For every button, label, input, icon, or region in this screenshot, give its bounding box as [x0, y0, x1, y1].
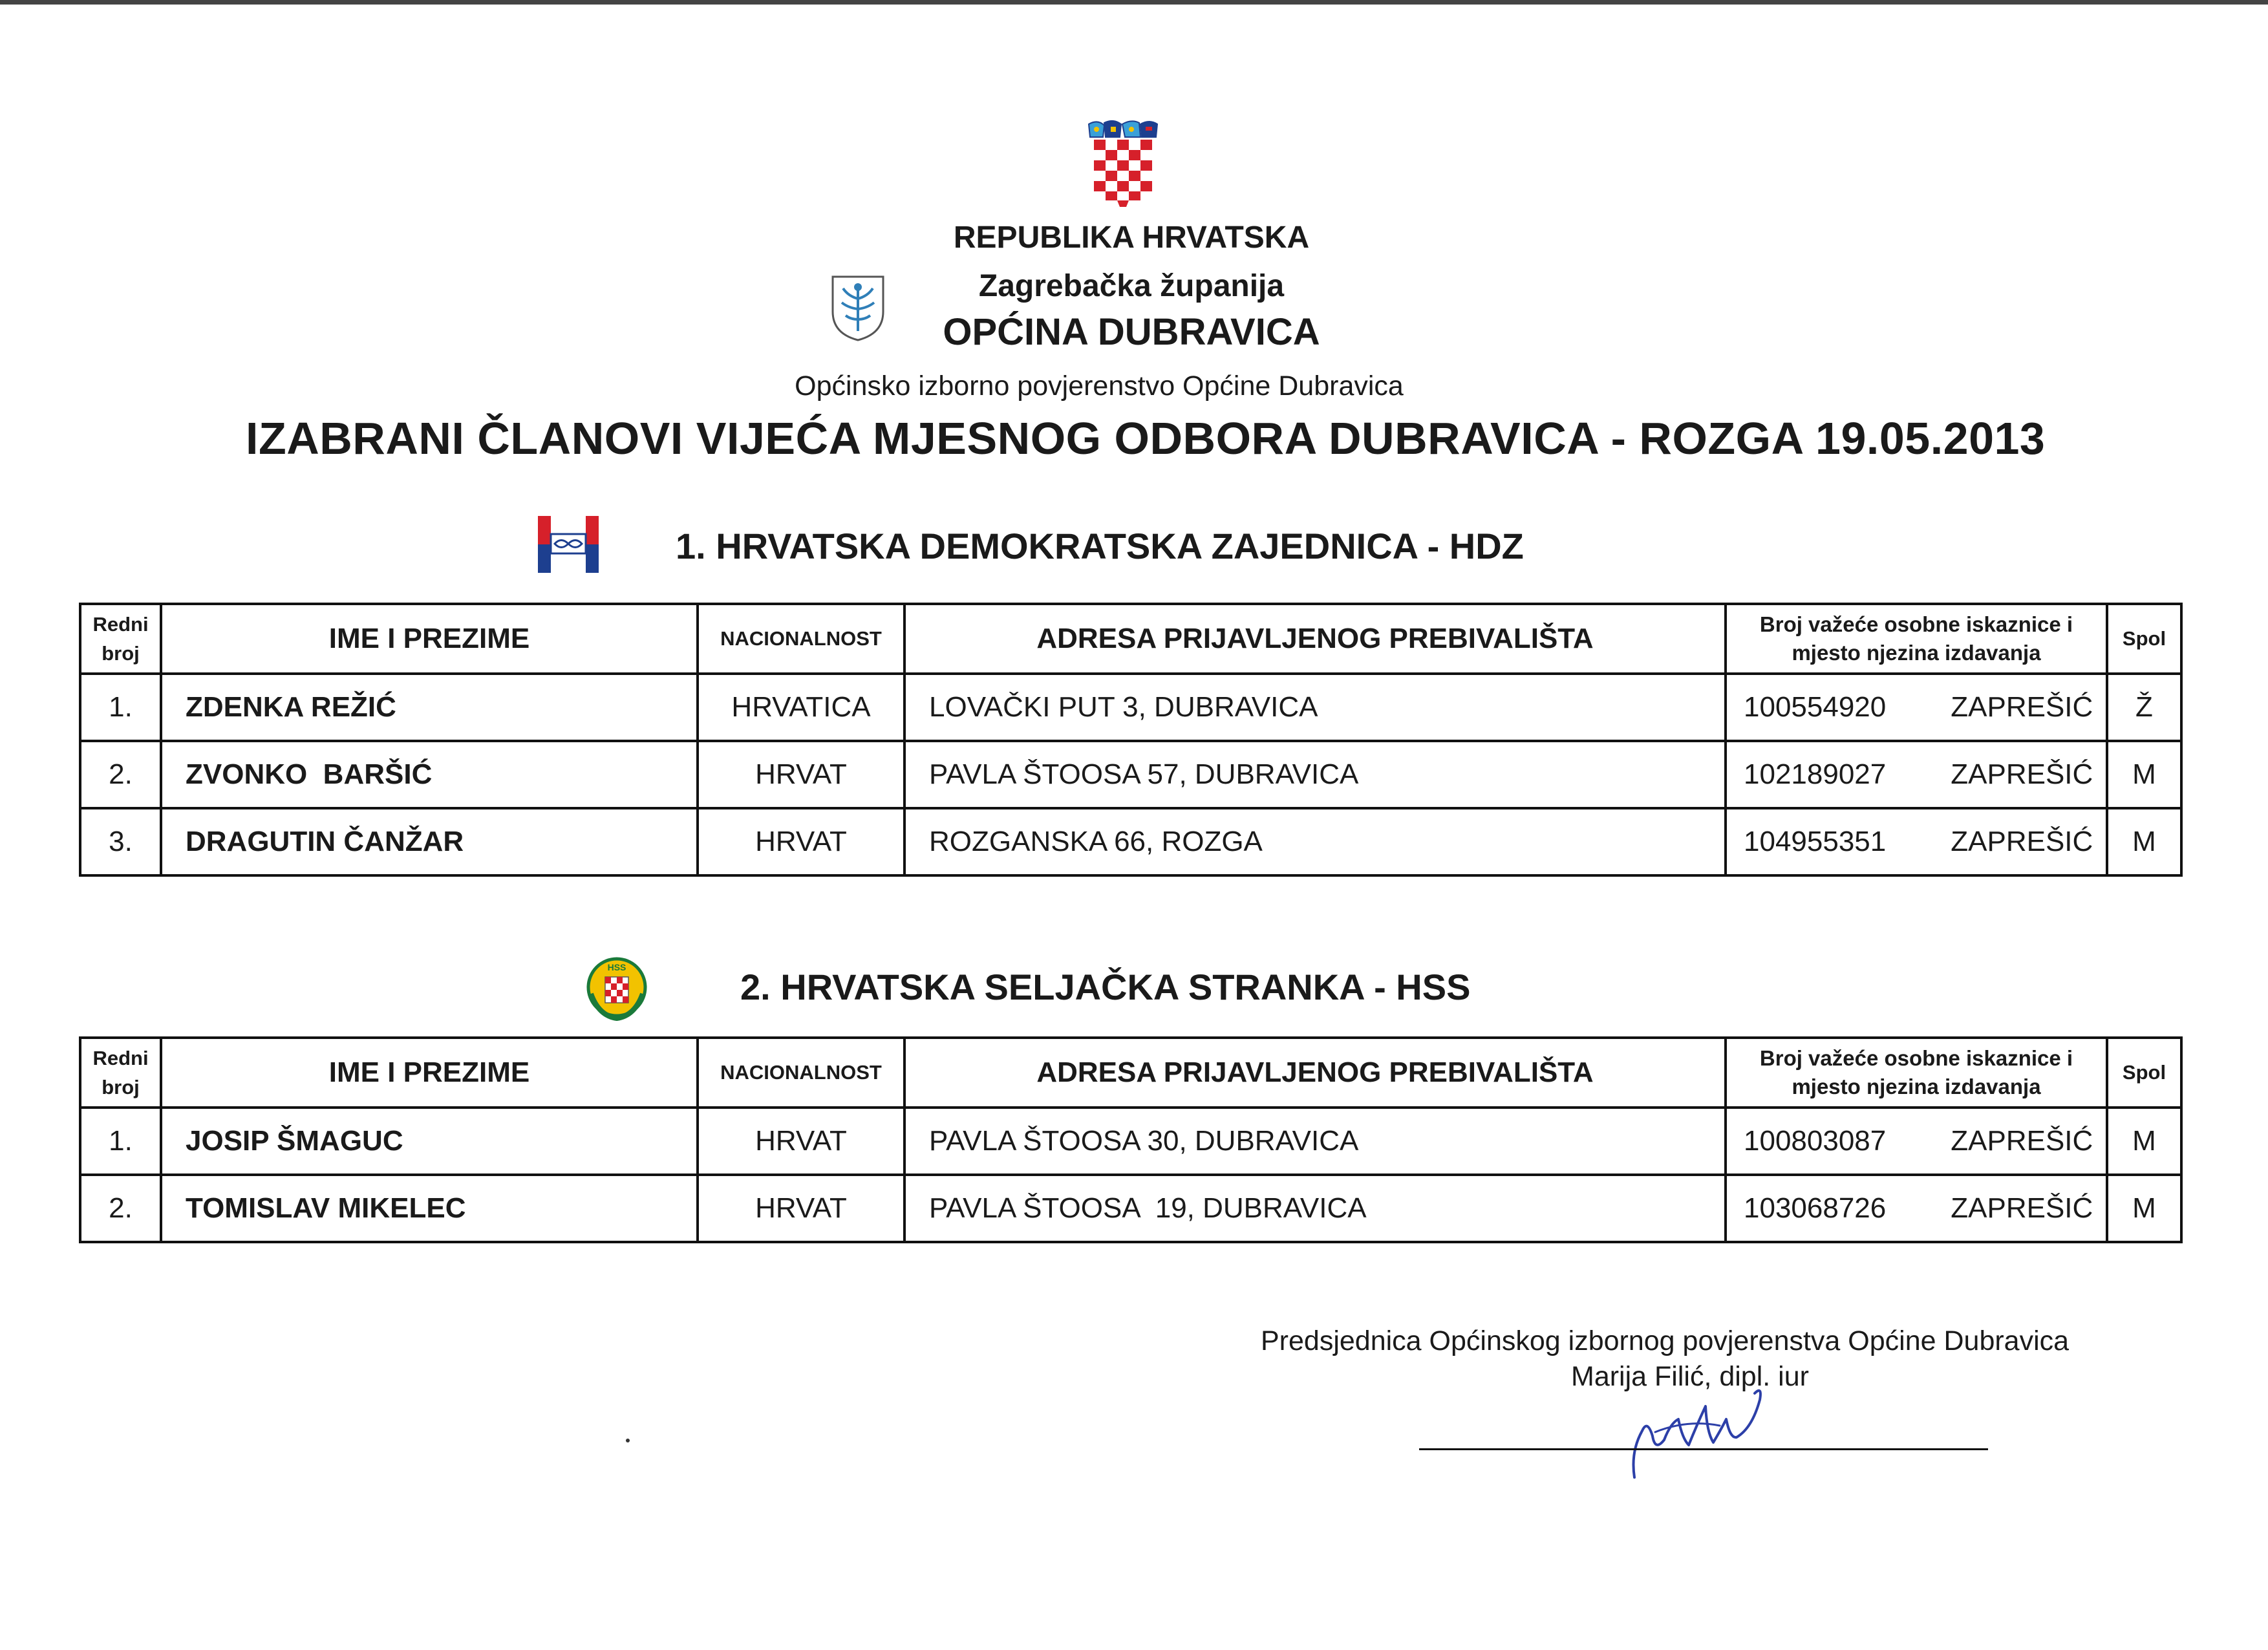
member-id-cell: [1726, 1108, 2107, 1175]
table-row: [80, 1108, 2181, 1175]
handwritten-signature-icon: [1616, 1380, 1778, 1484]
col-osobna: Broj važeće osobne iskaznice i mjesto njezina izdavanja: [1726, 604, 2107, 674]
col-adresa: ADRESA PRIJAVLJENOG PREBIVALIŠTA: [904, 1038, 1726, 1108]
id-place: ZAPREŠIĆ: [1951, 691, 2093, 723]
member-nationality: HRVAT: [698, 741, 904, 808]
table-row: [80, 1175, 2181, 1242]
row-number: 3.: [80, 808, 161, 875]
member-address: PAVLA ŠTOOSA 19, DUBRAVICA: [904, 1175, 1726, 1242]
id-place: ZAPREŠIĆ: [1951, 1125, 2093, 1157]
member-sex: M: [2107, 808, 2181, 875]
col-redni-broj: Redni broj: [80, 604, 161, 674]
table-header-row: [80, 1038, 2181, 1108]
member-name: JOSIP ŠMAGUC: [161, 1108, 698, 1175]
member-id-cell: [1726, 741, 2107, 808]
party-1-title: 1. HRVATSKA DEMOKRATSKA ZAJEDNICA - HDZ: [676, 526, 1524, 566]
col-spol: Spol: [2107, 1038, 2181, 1108]
member-nationality: HRVAT: [698, 1175, 904, 1242]
member-nationality: HRVAT: [698, 808, 904, 875]
table-row: [80, 808, 2181, 875]
id-place: ZAPREŠIĆ: [1951, 826, 2093, 857]
signature-name: Marija Filić, dipl. iur: [1571, 1361, 1809, 1392]
col-osobna: Broj važeće osobne iskaznice i mjesto njezina izdavanja: [1726, 1038, 2107, 1108]
col-nacionalnost: NACIONALNOST: [698, 1038, 904, 1108]
id-number: 100554920: [1744, 691, 1887, 723]
republic-heading: REPUBLIKA HRVATSKA: [953, 220, 1310, 255]
member-sex: M: [2107, 1175, 2181, 1242]
id-place: ZAPREŠIĆ: [1951, 758, 2093, 790]
member-sex: Ž: [2107, 674, 2181, 741]
col-redni-broj: Redni broj: [80, 1038, 161, 1108]
id-number: 104955351: [1744, 826, 1887, 857]
table-header-row: [80, 604, 2181, 674]
member-id-cell: [1726, 1175, 2107, 1242]
member-name: ZVONKO BARŠIĆ: [161, 741, 698, 808]
hdz-logo-icon: [537, 515, 600, 574]
table-row: [80, 741, 2181, 808]
party-2-table: [79, 1036, 2183, 1243]
member-address: ROZGANSKA 66, ROZGA: [904, 808, 1726, 875]
checkerboard-shield: [1094, 140, 1152, 209]
member-address: PAVLA ŠTOOSA 30, DUBRAVICA: [904, 1108, 1726, 1175]
member-name: TOMISLAV MIKELEC: [161, 1175, 698, 1242]
scan-speck: [626, 1439, 630, 1442]
col-ime-prezime: IME I PREZIME: [161, 604, 698, 674]
row-number: 1.: [80, 1108, 161, 1175]
row-number: 2.: [80, 741, 161, 808]
commission-subheading: Općinsko izborno povjerenstvo Općine Dubravica: [795, 370, 1404, 402]
col-spol: Spol: [2107, 604, 2181, 674]
hss-logo-icon: [586, 954, 648, 1022]
member-id-cell: [1726, 808, 2107, 875]
col-adresa: ADRESA PRIJAVLJENOG PREBIVALIŠTA: [904, 604, 1726, 674]
county-heading: Zagrebačka županija: [978, 269, 1285, 303]
id-number: 100803087: [1744, 1125, 1887, 1157]
row-number: 1.: [80, 674, 161, 741]
member-id-cell: [1726, 674, 2107, 741]
party-2-title: 2. HRVATSKA SELJAČKA STRANKA - HSS: [740, 967, 1471, 1007]
id-place: ZAPREŠIĆ: [1951, 1192, 2093, 1224]
id-number: 103068726: [1744, 1192, 1887, 1224]
signature-line: [1419, 1448, 1988, 1450]
table-row: [80, 674, 2181, 741]
hss-logo-text: HSS: [607, 962, 626, 972]
signature-title: Predsjednica Općinskog izbornog povjerenstva Općine Dubravica: [1261, 1325, 2070, 1356]
member-address: PAVLA ŠTOOSA 57, DUBRAVICA: [904, 741, 1726, 808]
row-number: 2.: [80, 1175, 161, 1242]
municipality-heading: OPĆINA DUBRAVICA: [943, 311, 1320, 353]
member-name: DRAGUTIN ČANŽAR: [161, 808, 698, 875]
id-number: 102189027: [1744, 758, 1887, 790]
member-sex: M: [2107, 1108, 2181, 1175]
croatian-coat-of-arms-icon: [1085, 120, 1161, 211]
member-nationality: HRVAT: [698, 1108, 904, 1175]
member-sex: M: [2107, 741, 2181, 808]
party-1-table: [79, 603, 2183, 877]
scan-top-edge: [0, 0, 2268, 5]
col-ime-prezime: IME I PREZIME: [161, 1038, 698, 1108]
member-nationality: HRVATICA: [698, 674, 904, 741]
col-nacionalnost: NACIONALNOST: [698, 604, 904, 674]
member-address: LOVAČKI PUT 3, DUBRAVICA: [904, 674, 1726, 741]
document-title: IZABRANI ČLANOVI VIJEĆA MJESNOG ODBORA DUBRAVICA - ROZGA 19.05.2013: [246, 413, 2046, 464]
member-name: ZDENKA REŽIĆ: [161, 674, 698, 741]
